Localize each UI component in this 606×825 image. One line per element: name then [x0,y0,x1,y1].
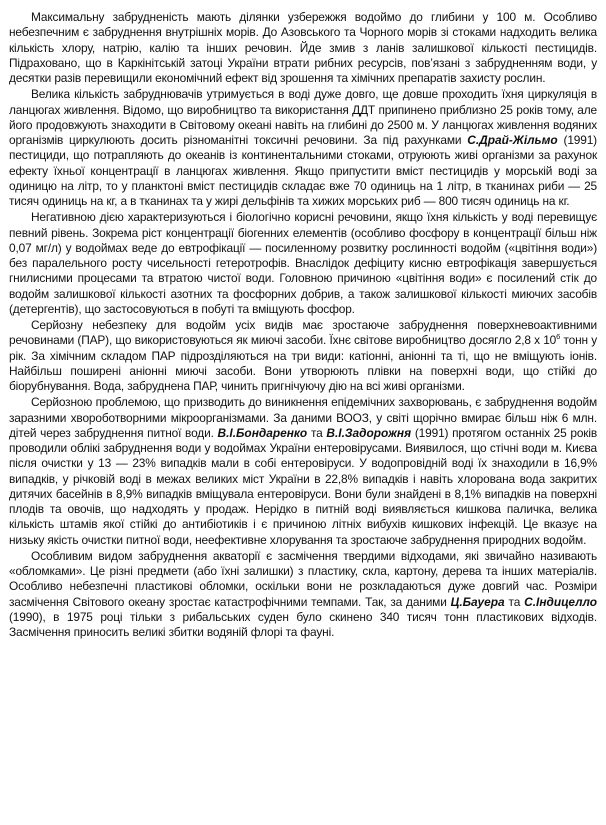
author-name: В.І.Бондаренко [217,425,308,440]
author-name: В.І.Задорожня [326,425,412,440]
paragraph-text: Велика кількість забруднювачів утримується в воді дуже довго, ще довше проходить їхня циркуляція в ланцюгах живлення. Відомо, що виробництво та використання ДДТ припинено приблизно 25 років тому, але його продовжують знаходити в Світовому океані навіть на глибині до 2500 м. У ланцюгах живлення водяних організмів циркулюють досить різноманітні токсичні речовини. За під рахунками [9,87,597,147]
author-name: С.Індицелло [524,594,598,609]
paragraph-text: Серйозну небезпеку для водойм усіх видів має зростаюче забруднення поверхневоактивними речовинами (ПАР), що використовуються як миючі засоби. Їхнє світове виробництво досягло 2,8 х 10 [9,318,597,348]
paragraph-text: Максимальну забрудненість мають ділянки узбережжя водоймо до глибини у 100 м. Особливо небезпечним є забруднення внутрішніх морів. До Азовського та Чорного морів зі стоками надходить велика кількість хлору, натрію, калію та інших речовин. Йде змив з ланів залишкової кількості пестицидів. Підраховано, що в Каркінітській затоці України втрати рибних ресурсів, пов’язані з забрудненням води, у десятки разів перевищили економічний ефект від зрошення та хімічних препаратів захисту рослин. [9,10,597,85]
paragraph-text: та [504,594,525,609]
paragraph-surfactants [9,318,597,394]
paragraph-text: тонн у рік. За хімічним складом ПАР підрозділяються на три види: катіонні, аніонні та ті, що не вміщують іонів. Найбільш поширені аніонні миючі засоби. Вони утворюють плівки на поверхні води, що стійкі до біорубнування. Вода, забруднена ПАР, чинить пригнічуючу дію на всі живі організми. [9,333,597,393]
paragraph-text: (1990), в 1975 році тільки з рибальських суден було скинено 340 тисяч тонн пластикових відходів. Засмічення приносить великі збитки водяній флорі та фауні. [9,609,597,639]
paragraph-food-chain [9,87,597,209]
author-name: Ц.Бауера [450,594,505,609]
paragraph-text: Негативною дією характеризуються і біологічно корисні речовини, якщо їхня кількість у воді перевищує певний рівень. Зокрема ріст концентрації біогенних елементів (особливо фосфору в концентрації більш ніж 0,07 мг/л) у водоймах веде до евтрофікації — посиленному розвитку рослинності водойм («цвітіння води») без паралельного росту чисельності гетеротрофів. Внаслідок дефіциту кисню евтрофікація завершується гнилисними процесами та втратою чистої води. Головною причиною «цвітіння води» є посилений стік до водойм залишкової кількості азотних та фосфорних добрив, а також залишкової кількості миючих засобів (детергентів), що застосовуються в побуті та вміщують фосфор. [9,210,597,316]
paragraph-text: Серйозною проблемою, що призводить до виникнення епідемічних захворювань, є забруднення водойм заразними хвороботворними мікроорганізмами. За даними ВООЗ, у світі щорічно вмирає більш ніж 6 млн. дітей через забруднення питної води. [9,395,597,440]
paragraph-solid-waste [9,549,597,641]
paragraph-eutrophication [9,210,597,317]
paragraph-text: та [307,425,327,440]
author-name: С.Драй-Жільмо [467,133,558,147]
paragraph-text: (1991) протягом останніх 25 років проводили облікі забруднення води у водоймах України ентеровірусами. Виявилося, що стічні води м. Києва після очистки у 13 — 23% випадків мали в собі ентеровіруси. У водопровідній воді їх знаходили в 16,9% випадків, у річковій воді в межах великих міст України в 22,8% випадків і навіть хлорована вода закритих дитячих басейнів в 8,9% випадків вміщувала ентеровіруси. Вони були знайдені в 8,1% випадків на поверхні плодів та овочів, що надходять у продаж. Нерідко в питній воді виявляється кишкова паличка, велика кількість штамів якої стійкі до антибіотиків і є причиною літніх вибухів кишкових інфекцій. Це вказує на низьку якість очистки питної води, неефективне хлорування та зростаюче забруднення природних водойм. [9,425,597,547]
paragraph-text: Особливим видом забруднення акваторії є засмічення твердими відходами, які звичайно називають «обломками». Це різні предмети (або їхні залишки) з пластику, скла, картону, дерева та інших матеріалів. Особливо небезпечні пластикові обломки, оскільки вони не розкладаються дуже довгий час. Розміри засмічення Світового океану зростає катастрофічними темпами. Так, за даними [9,548,597,609]
paragraph-text: (1991) пестициди, що потрапляють до океанів із континентальними стоками, отруюють живі організми за рахунок ефекту їхньої концентрації в ланцюгах живлення. Якщо припустити вміст пестицидів у морській воді за одиницю на літр, то у планктоні вміст пестицидів складає вже 70 одиниць на 1 літр, в тканинах риби — 25 тисяч одиниць на кг, а в тканинах та у жирі дельфінів та хижих морських риб — 800 тисяч одиниць на кг. [9,133,597,208]
exponent: 6 [556,332,561,342]
paragraph-pathogens [9,395,597,548]
paragraph-coastal-pollution [9,10,597,86]
